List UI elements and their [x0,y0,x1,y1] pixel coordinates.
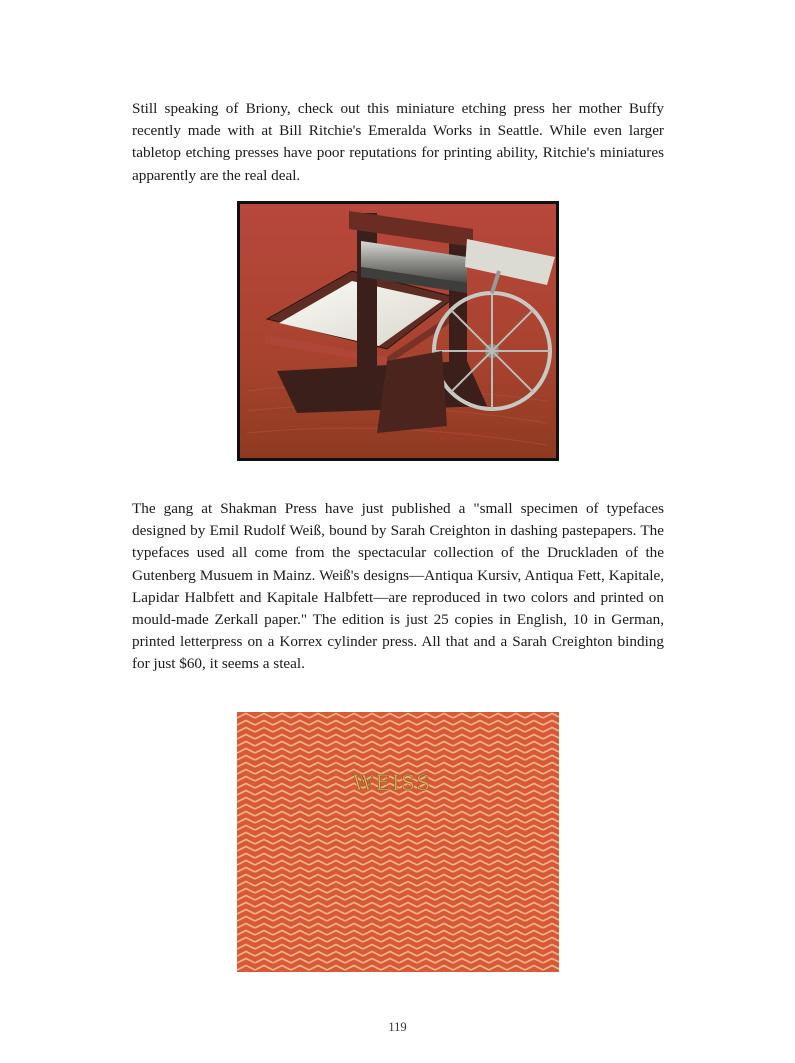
weiss-book-cover [237,712,559,972]
etching-press-photo [237,201,559,461]
etching-press-illustration [237,201,559,461]
paragraph-etching-press: Still speaking of Briony, check out this miniature etching press her mother Buffy recently made with at Bill Ritchie's Emeralda Works in Seattle. While even larger tabletop etching presses have poor reputations for printing ability, Ritchie's miniatures apparently are the real deal. [132,100,664,184]
page-number: 119 [388,1020,407,1034]
chevron-pastepaper-pattern [237,712,559,972]
paragraph-shakman-press: The gang at Shakman Press have just published a "small specimen of typefaces designed by Emil Rudolf Weiß, bound by Sarah Creighton in dashing pastepapers. The typefaces used all come from the spectacular collection of the Druckladen of the Gutenberg Musuem in Mainz. Weiß's designs—Antiqua Kursiv, Antiqua Fett, Kapitale, Lapidar Halbfett and Kapitale Halbfett—are reproduced in two colors and printed on mould-made Zerkall paper." The edition is just 25 copies in English, 10 in German, printed letterpress on a Korrex cylinder press. All that and a Sarah Creighton binding for just $60, it seems a steal. [132,500,664,673]
cover-title: WEISS [352,771,432,795]
